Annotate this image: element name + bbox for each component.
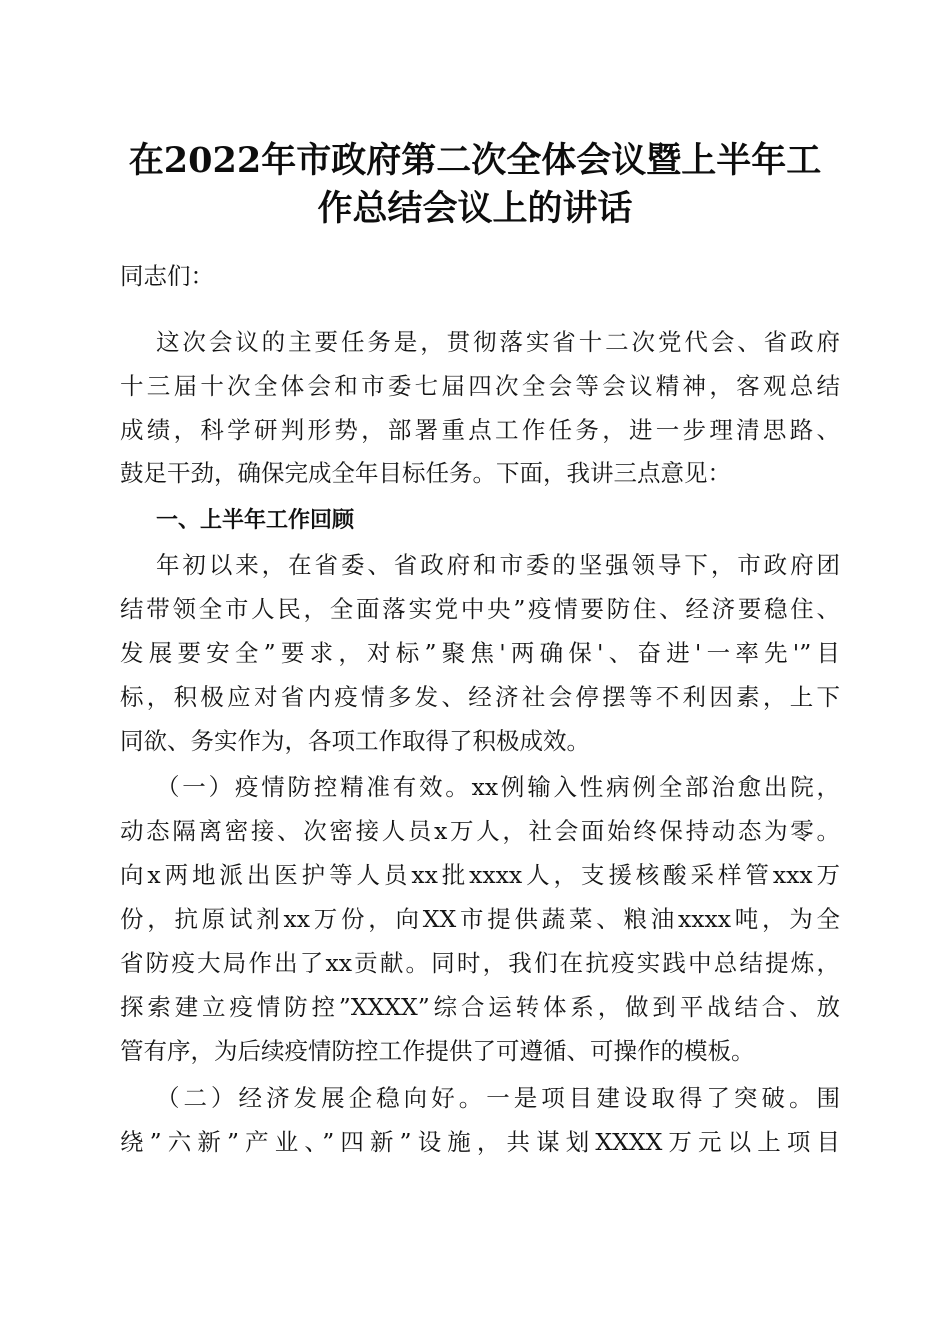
section-heading: 一、上半年工作回顾	[156, 508, 355, 533]
paragraph-line: 探索建立疫情防控”XXXX”综合运转体系，做到平战结合、放	[120, 993, 840, 1021]
paragraph-line: 结带领全市人民，全面落实党中央”疫情要防住、经济要稳住、	[120, 595, 840, 623]
paragraph-line: 向x两地派出医护等人员xx批xxxx人，支援核酸采样管xxx万	[120, 861, 840, 889]
paragraph-line: 年初以来，在省委、省政府和市委的坚强领导下，市政府团	[156, 551, 840, 579]
paragraph-line: 同欲、务实作为，各项工作取得了积极成效。	[120, 727, 590, 755]
paragraph-line: 省防疫大局作出了xx贡献。同时，我们在抗疫实践中总结提炼，	[120, 949, 840, 977]
salutation: 同志们：	[120, 262, 214, 290]
intro-line: 鼓足干劲，确保完成全年目标任务。下面，我讲三点意见：	[120, 459, 731, 487]
paragraph-line: 份，抗原试剂xx万份，向XX市提供蔬菜、粮油xxxx吨，为全	[120, 905, 840, 933]
intro-line: 这次会议的主要任务是，贯彻落实省十二次党代会、省政府	[156, 328, 840, 356]
paragraph-line: 发展要安全”要求，对标”聚焦'两确保'、奋进'一率先'”目	[120, 639, 840, 667]
document-title-line-2: 作总结会议上的讲话	[317, 188, 633, 229]
intro-line: 成绩，科学研判形势，部署重点工作任务，进一步理清思路、	[120, 416, 840, 444]
paragraph-line: （二）经济发展企稳向好。一是项目建设取得了突破。围	[156, 1084, 840, 1112]
paragraph-line: 管有序，为后续疫情防控工作提供了可遵循、可操作的模板。	[120, 1037, 755, 1065]
paragraph-line: 动态隔离密接、次密接人员x万人，社会面始终保持动态为零。	[120, 817, 840, 845]
paragraph-line: 标，积极应对省内疫情多发、经济社会停摆等不利因素，上下	[120, 683, 840, 711]
paragraph-line: 绕”六新”产业、”四新”设施，共谋划XXXX万元以上项目	[120, 1128, 840, 1156]
document-title-line-1: 在2022年市政府第二次全体会议暨上半年工	[128, 140, 822, 181]
intro-line: 十三届十次全体会和市委七届四次全会等会议精神，客观总结	[120, 372, 840, 400]
paragraph-line: （一）疫情防控精准有效。xx例输入性病例全部治愈出院，	[156, 773, 840, 801]
